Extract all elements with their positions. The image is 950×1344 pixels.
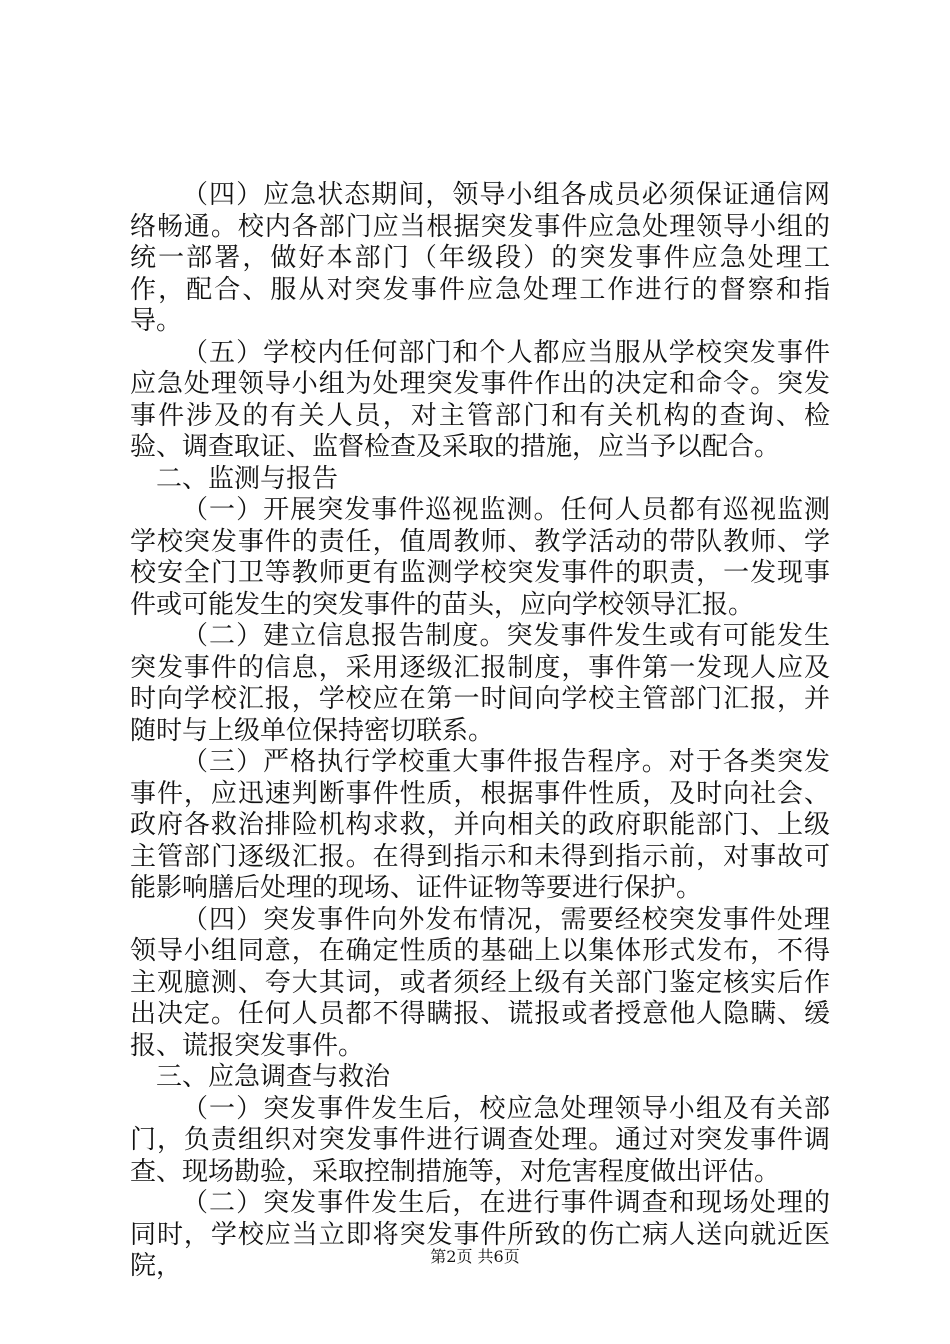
paragraph: （二）突发事件发生后，在进行事件调查和现场处理的同时，学校应当立即将突发事件所致的伤亡病人送向就近医院， — [130, 1188, 830, 1281]
paragraph: （五）学校内任何部门和个人都应当服从学校突发事件应急处理领导小组为处理突发事件作出的决定和命令。突发事件涉及的有关人员，对主管部门和有关机构的查询、检验、调查取证、监督检查及采取的措施，应当予以配合。 — [130, 337, 830, 462]
paragraph: （四）应急状态期间，领导小组各成员必须保证通信网络畅通。校内各部门应当根据突发事件应急处理领导小组的统一部署，做好本部门（年级段）的突发事件应急处理工作，配合、服从对突发事件应急处理工作进行的督察和指导。 — [130, 180, 830, 336]
paragraph: （二）建立信息报告制度。突发事件发生或有可能发生突发事件的信息，采用逐级汇报制度，事件第一发现人应及时向学校汇报，学校应在第一时间向学校主管部门汇报，并随时与上级单位保持密切联系。 — [130, 621, 830, 746]
page-footer — [0, 1244, 950, 1267]
section-heading: 三、应急调查与救治 — [156, 1062, 391, 1092]
document-body — [130, 180, 830, 1283]
paragraph: （一）开展突发事件巡视监测。任何人员都有巡视监测学校突发事件的责任，值周教师、教学活动的带队教师、学校安全门卫等教师更有监测学校突发事件的职责，一发现事件或可能发生的突发事件的苗头，应向学校领导汇报。 — [130, 495, 830, 620]
page-number-label: 第2页 共6页 — [430, 1247, 520, 1266]
paragraph: （四）突发事件向外发布情况，需要经校突发事件处理领导小组同意，在确定性质的基础上以集体形式发布，不得主观臆测、夸大其词，或者须经上级有关部门鉴定核实后作出决定。任何人员都不得瞒报、谎报或者授意他人隐瞒、缓报、谎报突发事件。 — [130, 904, 830, 1061]
section-heading: 二、监测与报告 — [156, 463, 339, 494]
paragraph: （三）严格执行学校重大事件报告程序。对于各类突发事件，应迅速判断事件性质，根据事件性质，及时向社会、政府各救治排险机构求救，并向相关的政府职能部门、上级主管部门逐级汇报。在得到指示和未得到指示前，对事故可能影响膳后处理的现场、证件证物等要进行保护。 — [130, 747, 830, 903]
paragraph: （一）突发事件发生后，校应急处理领导小组及有关部门，负责组织对突发事件进行调查处理。通过对突发事件调查、现场勘验，采取控制措施等，对危害程度做出评估。 — [130, 1093, 830, 1187]
